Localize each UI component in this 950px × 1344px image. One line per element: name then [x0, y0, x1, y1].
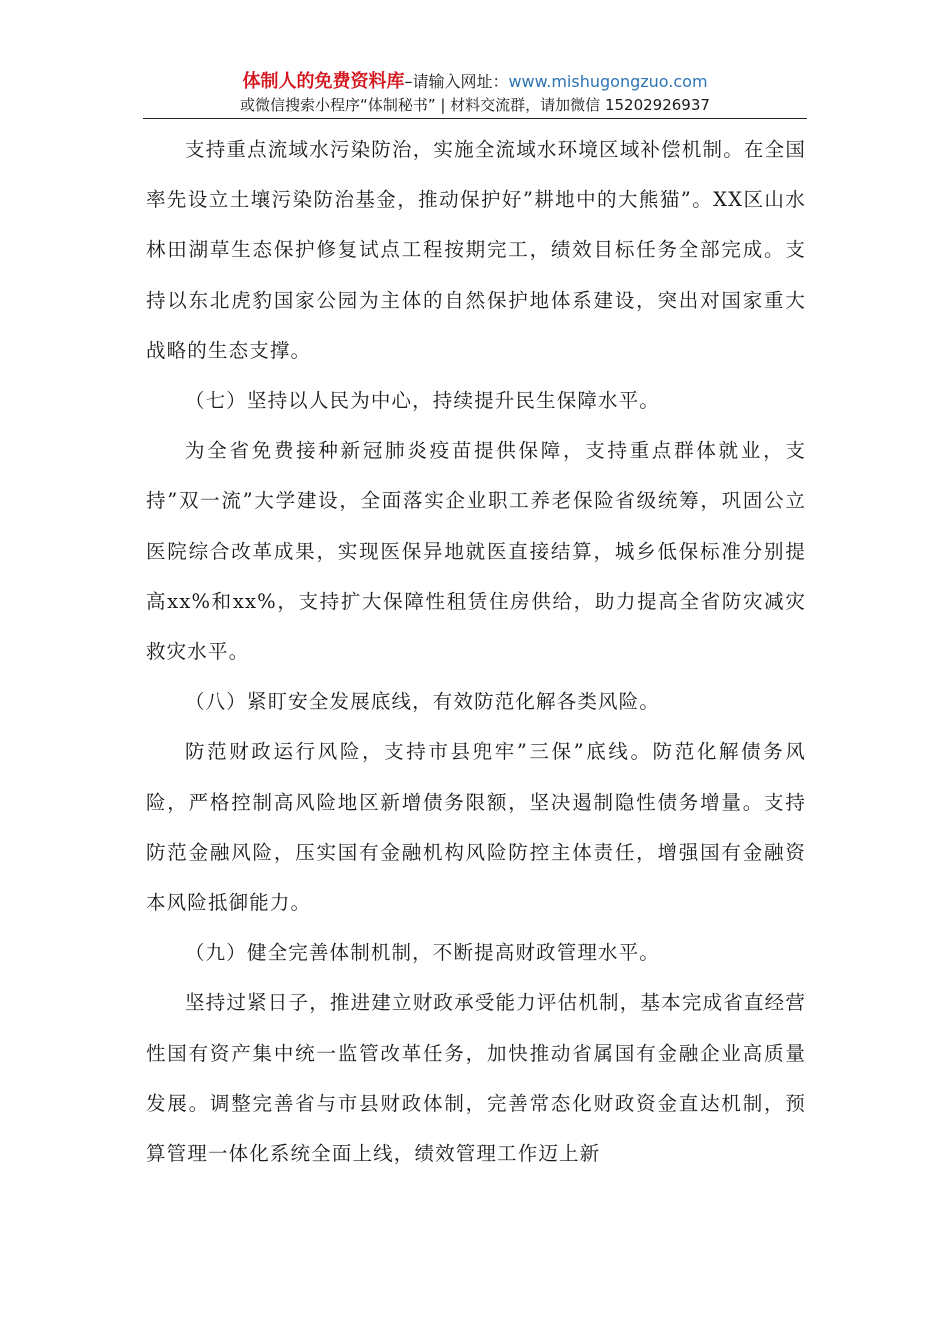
page-header	[143, 70, 807, 116]
website-link[interactable]: www.mishugongzuo.com	[508, 72, 708, 91]
section-heading-8: （八）紧盯安全发展底线，有效防范化解各类风险。	[185, 690, 660, 714]
header-divider	[143, 118, 807, 119]
section-heading-9: （九）健全完善体制机制，不断提高财政管理水平。	[185, 941, 660, 965]
paragraph-management: 坚持过紧日子，推进建立财政承受能力评估机制，基本完成省直经营性国有资产集中统一监管改革任务，加快推动省属国有金融企业高质量发展。调整完善省与市县财政体制，完善常态化财政资金直达机制，预算管理一体化系统全面上线，绩效管理工作迈上新	[146, 991, 806, 1166]
header-line-1	[143, 70, 807, 94]
url-prompt: –请输入网址：	[404, 72, 509, 91]
document-body	[146, 125, 806, 1179]
brand-title: 体制人的免费资料库	[242, 71, 405, 92]
section-heading-7: （七）坚持以人民为中心，持续提升民生保障水平。	[185, 389, 660, 413]
paragraph-risk: 防范财政运行风险，支持市县兜牢”三保”底线。防范化解债务风险，严格控制高风险地区新增债务限额，坚决遏制隐性债务增量。支持防范金融风险，压实国有金融机构风险防控主体责任，增强国有金融资本风险抵御能力。	[146, 740, 806, 915]
paragraph-ecology: 支持重点流域水污染防治，实施全流域水环境区域补偿机制。在全国率先设立土壤污染防治基金，推动保护好”耕地中的大熊猫”。XX区山水林田湖草生态保护修复试点工程按期完工，绩效目标任务全部完成。支持以东北虎豹国家公园为主体的自然保护地体系建设，突出对国家重大战略的生态支撑。	[146, 138, 806, 362]
header-line-2: 或微信搜索小程序“体制秘书” | 材料交流群，请加微信 15202926937	[240, 96, 710, 114]
paragraph-livelihood: 为全省免费接种新冠肺炎疫苗提供保障，支持重点群体就业，支持”双一流”大学建设，全面落实企业职工养老保险省级统筹，巩固公立医院综合改革成果，实现医保异地就医直接结算，城乡低保标准分别提高xx%和xx%，支持扩大保障性租赁住房供给，助力提高全省防灾减灾救灾水平。	[146, 439, 806, 664]
